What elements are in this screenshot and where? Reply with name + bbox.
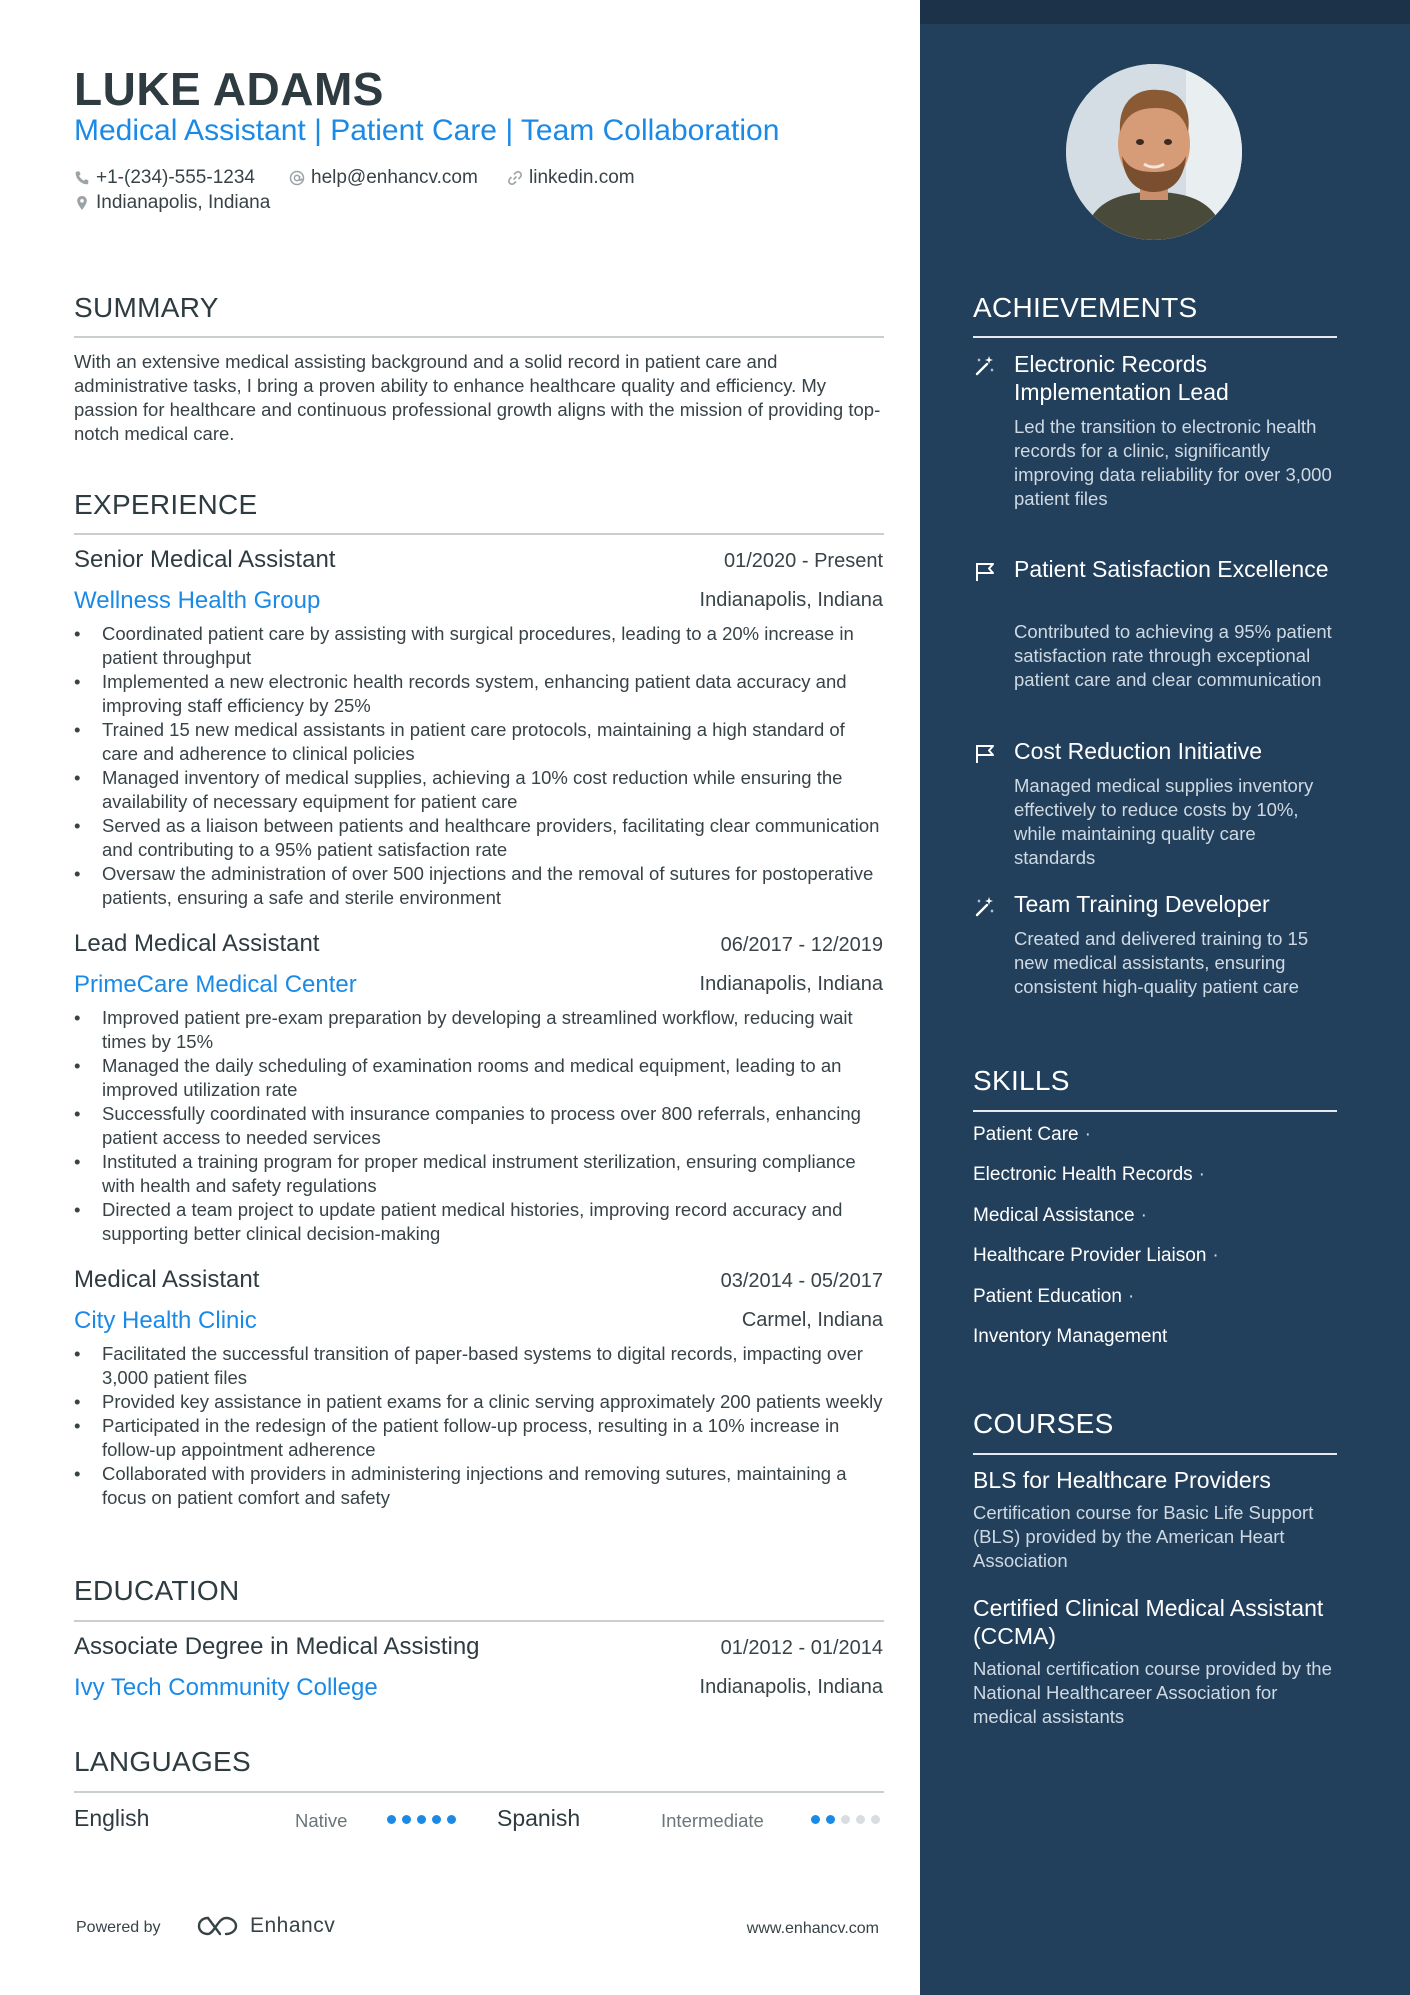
- languages-divider: [74, 1791, 884, 1793]
- skill-separator: ·: [1127, 1286, 1135, 1307]
- proficiency-dot: [417, 1815, 426, 1824]
- job-bullet: • Facilitated the successful transition of paper-based systems to digital records, impacting over 3,000 patient files: [74, 1342, 884, 1390]
- job-bullet: • Successfully coordinated with insurance companies to process over 800 referrals, enhancing patient access to needed services: [74, 1102, 884, 1150]
- flag-icon: [973, 560, 997, 584]
- proficiency-dot: [826, 1815, 835, 1824]
- courses-divider: [973, 1453, 1337, 1455]
- course-description: Certification course for Basic Life Support (BLS) provided by the American Heart Association: [973, 1502, 1314, 1571]
- proficiency-dot: [432, 1815, 441, 1824]
- linkedin-text: linkedin.com: [529, 167, 635, 188]
- job-role: Medical Assistant: [74, 1266, 260, 1293]
- phone-icon: [74, 170, 90, 186]
- education-divider: [74, 1620, 884, 1622]
- job-bullet: • Instituted a training program for proper medical instrument sterilization, ensuring compliance with health and safety regulations: [74, 1150, 884, 1198]
- flag-icon: [973, 742, 997, 766]
- achievement-description: Contributed to achieving a 95% patient satisfaction rate through exceptional patient care and clear communication: [1014, 621, 1332, 690]
- skill-label: Patient Education: [973, 1286, 1122, 1307]
- proficiency-dot: [841, 1815, 850, 1824]
- candidate-title: Medical Assistant | Patient Care | Team Collaboration: [74, 114, 780, 147]
- skill-label: Patient Care: [973, 1124, 1079, 1145]
- language-name: English: [74, 1805, 150, 1831]
- job-bullets: [74, 622, 884, 910]
- experience-divider: [74, 533, 884, 535]
- achievement-title: Patient Satisfaction Excellence: [1014, 556, 1329, 582]
- summary-text: With an extensive medical assisting background and a solid record in patient care and administrative tasks, I bring a proven ability to enhance healthcare quality and efficiency. My passion for healthcare and continuous professional growth aligns with the mission of providing top-notch medical care.: [74, 351, 881, 444]
- skill-item: [973, 1124, 1091, 1146]
- magic-wand-icon: [973, 895, 997, 919]
- sidebar-top-bar: [920, 0, 1410, 24]
- profile-photo: [1066, 64, 1242, 240]
- skill-label: Inventory Management: [973, 1326, 1168, 1347]
- language-name: Spanish: [497, 1805, 581, 1831]
- school-name[interactable]: Ivy Tech Community College: [74, 1674, 378, 1701]
- email-contact[interactable]: [289, 167, 478, 189]
- skill-item: [973, 1286, 1134, 1308]
- achievement-description: Led the transition to electronic health records for a clinic, significantly improving data reliability for over 3,000 patient files: [1014, 416, 1332, 509]
- job-location: Carmel, Indiana: [741, 1309, 883, 1331]
- job-bullet: • Trained 15 new medical assistants in patient care protocols, maintaining a high standard of care and adherence to clinical policies: [74, 718, 884, 766]
- proficiency-dot: [811, 1815, 820, 1824]
- achievements-divider: [973, 336, 1337, 338]
- course-title: Certified Clinical Medical Assistant (CCMA): [973, 1595, 1324, 1649]
- skill-label: Healthcare Provider Liaison: [973, 1245, 1207, 1266]
- job-dates: 03/2014 - 05/2017: [720, 1270, 883, 1292]
- language-level: Intermediate: [661, 1810, 764, 1831]
- job-role: Senior Medical Assistant: [74, 546, 336, 573]
- achievement-description: Managed medical supplies inventory effectively to reduce costs by 10%, while maintaining quality care standards: [1014, 775, 1314, 868]
- job-dates: 06/2017 - 12/2019: [720, 934, 883, 956]
- job-bullets: [74, 1006, 884, 1246]
- job-location: Indianapolis, Indiana: [699, 973, 883, 995]
- education-location: Indianapolis, Indiana: [699, 1676, 883, 1698]
- location-pin-icon: [74, 195, 90, 211]
- language-level: Native: [295, 1810, 348, 1831]
- language-proficiency-dots: [387, 1815, 456, 1824]
- job-bullet: • Collaborated with providers in administering injections and removing sutures, maintaining a focus on patient comfort and safety: [74, 1462, 884, 1510]
- skill-label: Medical Assistance: [973, 1205, 1135, 1226]
- enhancv-logo[interactable]: [196, 1914, 335, 1938]
- language-proficiency-dots: [811, 1815, 880, 1824]
- job-dates: 01/2020 - Present: [724, 550, 883, 572]
- skill-item: [973, 1164, 1205, 1186]
- job-bullet: • Oversaw the administration of over 500 injections and the removal of sutures for postoperative patients, ensuring a safe and sterile environment: [74, 862, 884, 910]
- proficiency-dot: [402, 1815, 411, 1824]
- skill-label: Electronic Health Records: [973, 1164, 1193, 1185]
- phone-text: +1-(234)-555-1234: [96, 167, 255, 188]
- skill-item: [973, 1245, 1219, 1267]
- skill-item: [973, 1205, 1147, 1227]
- location-contact: [74, 192, 270, 214]
- job-bullet: • Directed a team project to update patient medical histories, improving record accuracy and supporting better clinical decision-making: [74, 1198, 884, 1246]
- summary-heading: SUMMARY: [74, 292, 219, 323]
- job-bullet: • Participated in the redesign of the patient follow-up process, resulting in a 10% increase in follow-up appointment adherence: [74, 1414, 884, 1462]
- proficiency-dot: [856, 1815, 865, 1824]
- experience-heading: EXPERIENCE: [74, 489, 258, 520]
- candidate-name: LUKE ADAMS: [74, 63, 384, 115]
- achievement-title: Electronic Records Implementation Lead: [1014, 351, 1229, 405]
- degree-title: Associate Degree in Medical Assisting: [74, 1633, 480, 1660]
- course-title: BLS for Healthcare Providers: [973, 1467, 1271, 1493]
- courses-heading: COURSES: [973, 1408, 1114, 1439]
- magic-wand-icon: [973, 354, 997, 378]
- job-company[interactable]: PrimeCare Medical Center: [74, 971, 357, 998]
- skills-divider: [973, 1110, 1337, 1112]
- location-text: Indianapolis, Indiana: [96, 192, 271, 213]
- job-bullet: • Served as a liaison between patients and healthcare providers, facilitating clear communication and contributing to a 95% patient satisfaction rate: [74, 814, 884, 862]
- job-company[interactable]: City Health Clinic: [74, 1307, 257, 1334]
- linkedin-contact[interactable]: [507, 167, 635, 189]
- skill-item: [973, 1326, 1167, 1348]
- email-text: help@enhancv.com: [311, 167, 478, 188]
- skill-separator: ·: [1212, 1245, 1219, 1266]
- education-dates: 01/2012 - 01/2014: [720, 1637, 883, 1659]
- job-bullet: • Managed inventory of medical supplies, achieving a 10% cost reduction while ensuring the availability of necessary equipment for patient care: [74, 766, 884, 814]
- job-company[interactable]: Wellness Health Group: [74, 587, 321, 614]
- achievement-description: Created and delivered training to 15 new medical assistants, ensuring consistent high-quality patient care: [1014, 928, 1309, 997]
- at-icon: [289, 170, 305, 186]
- job-location: Indianapolis, Indiana: [699, 589, 883, 611]
- job-bullets: [74, 1342, 884, 1510]
- powered-by-label: Powered by: [76, 1919, 161, 1936]
- job-bullet: • Implemented a new electronic health records system, enhancing patient data accuracy and improving staff efficiency by 25%: [74, 670, 884, 718]
- achievements-heading: ACHIEVEMENTS: [973, 292, 1198, 323]
- achievement-title: Team Training Developer: [1014, 891, 1270, 917]
- languages-heading: LANGUAGES: [74, 1746, 251, 1777]
- job-bullet: • Provided key assistance in patient exams for a clinic serving approximately 200 patients weekly: [74, 1390, 884, 1414]
- enhancv-logo-text: Enhancv: [250, 1914, 336, 1937]
- achievement-title: Cost Reduction Initiative: [1014, 738, 1263, 764]
- education-heading: EDUCATION: [74, 1575, 240, 1606]
- website-link[interactable]: www.enhancv.com: [746, 1920, 879, 1937]
- avatar: [1066, 64, 1242, 240]
- skill-separator: ·: [1084, 1124, 1091, 1145]
- job-bullet: • Coordinated patient care by assisting with surgical procedures, leading to a 20% increase in patient throughput: [74, 622, 884, 670]
- skill-separator: ·: [1140, 1205, 1147, 1226]
- course-description: National certification course provided by the National Healthcareer Association for medical assistants: [973, 1658, 1332, 1727]
- enhancv-logo-icon: [196, 1914, 242, 1938]
- phone-contact[interactable]: [74, 167, 255, 189]
- summary-divider: [74, 336, 884, 338]
- proficiency-dot: [447, 1815, 456, 1824]
- proficiency-dot: [387, 1815, 396, 1824]
- link-icon: [507, 170, 523, 186]
- job-role: Lead Medical Assistant: [74, 930, 320, 957]
- skill-separator: ·: [1198, 1164, 1205, 1185]
- job-bullet: • Managed the daily scheduling of examination rooms and medical equipment, leading to an improved utilization rate: [74, 1054, 884, 1102]
- proficiency-dot: [871, 1815, 880, 1824]
- job-bullet: • Improved patient pre-exam preparation by developing a streamlined workflow, reducing wait times by 15%: [74, 1006, 884, 1054]
- skills-heading: SKILLS: [973, 1065, 1070, 1096]
